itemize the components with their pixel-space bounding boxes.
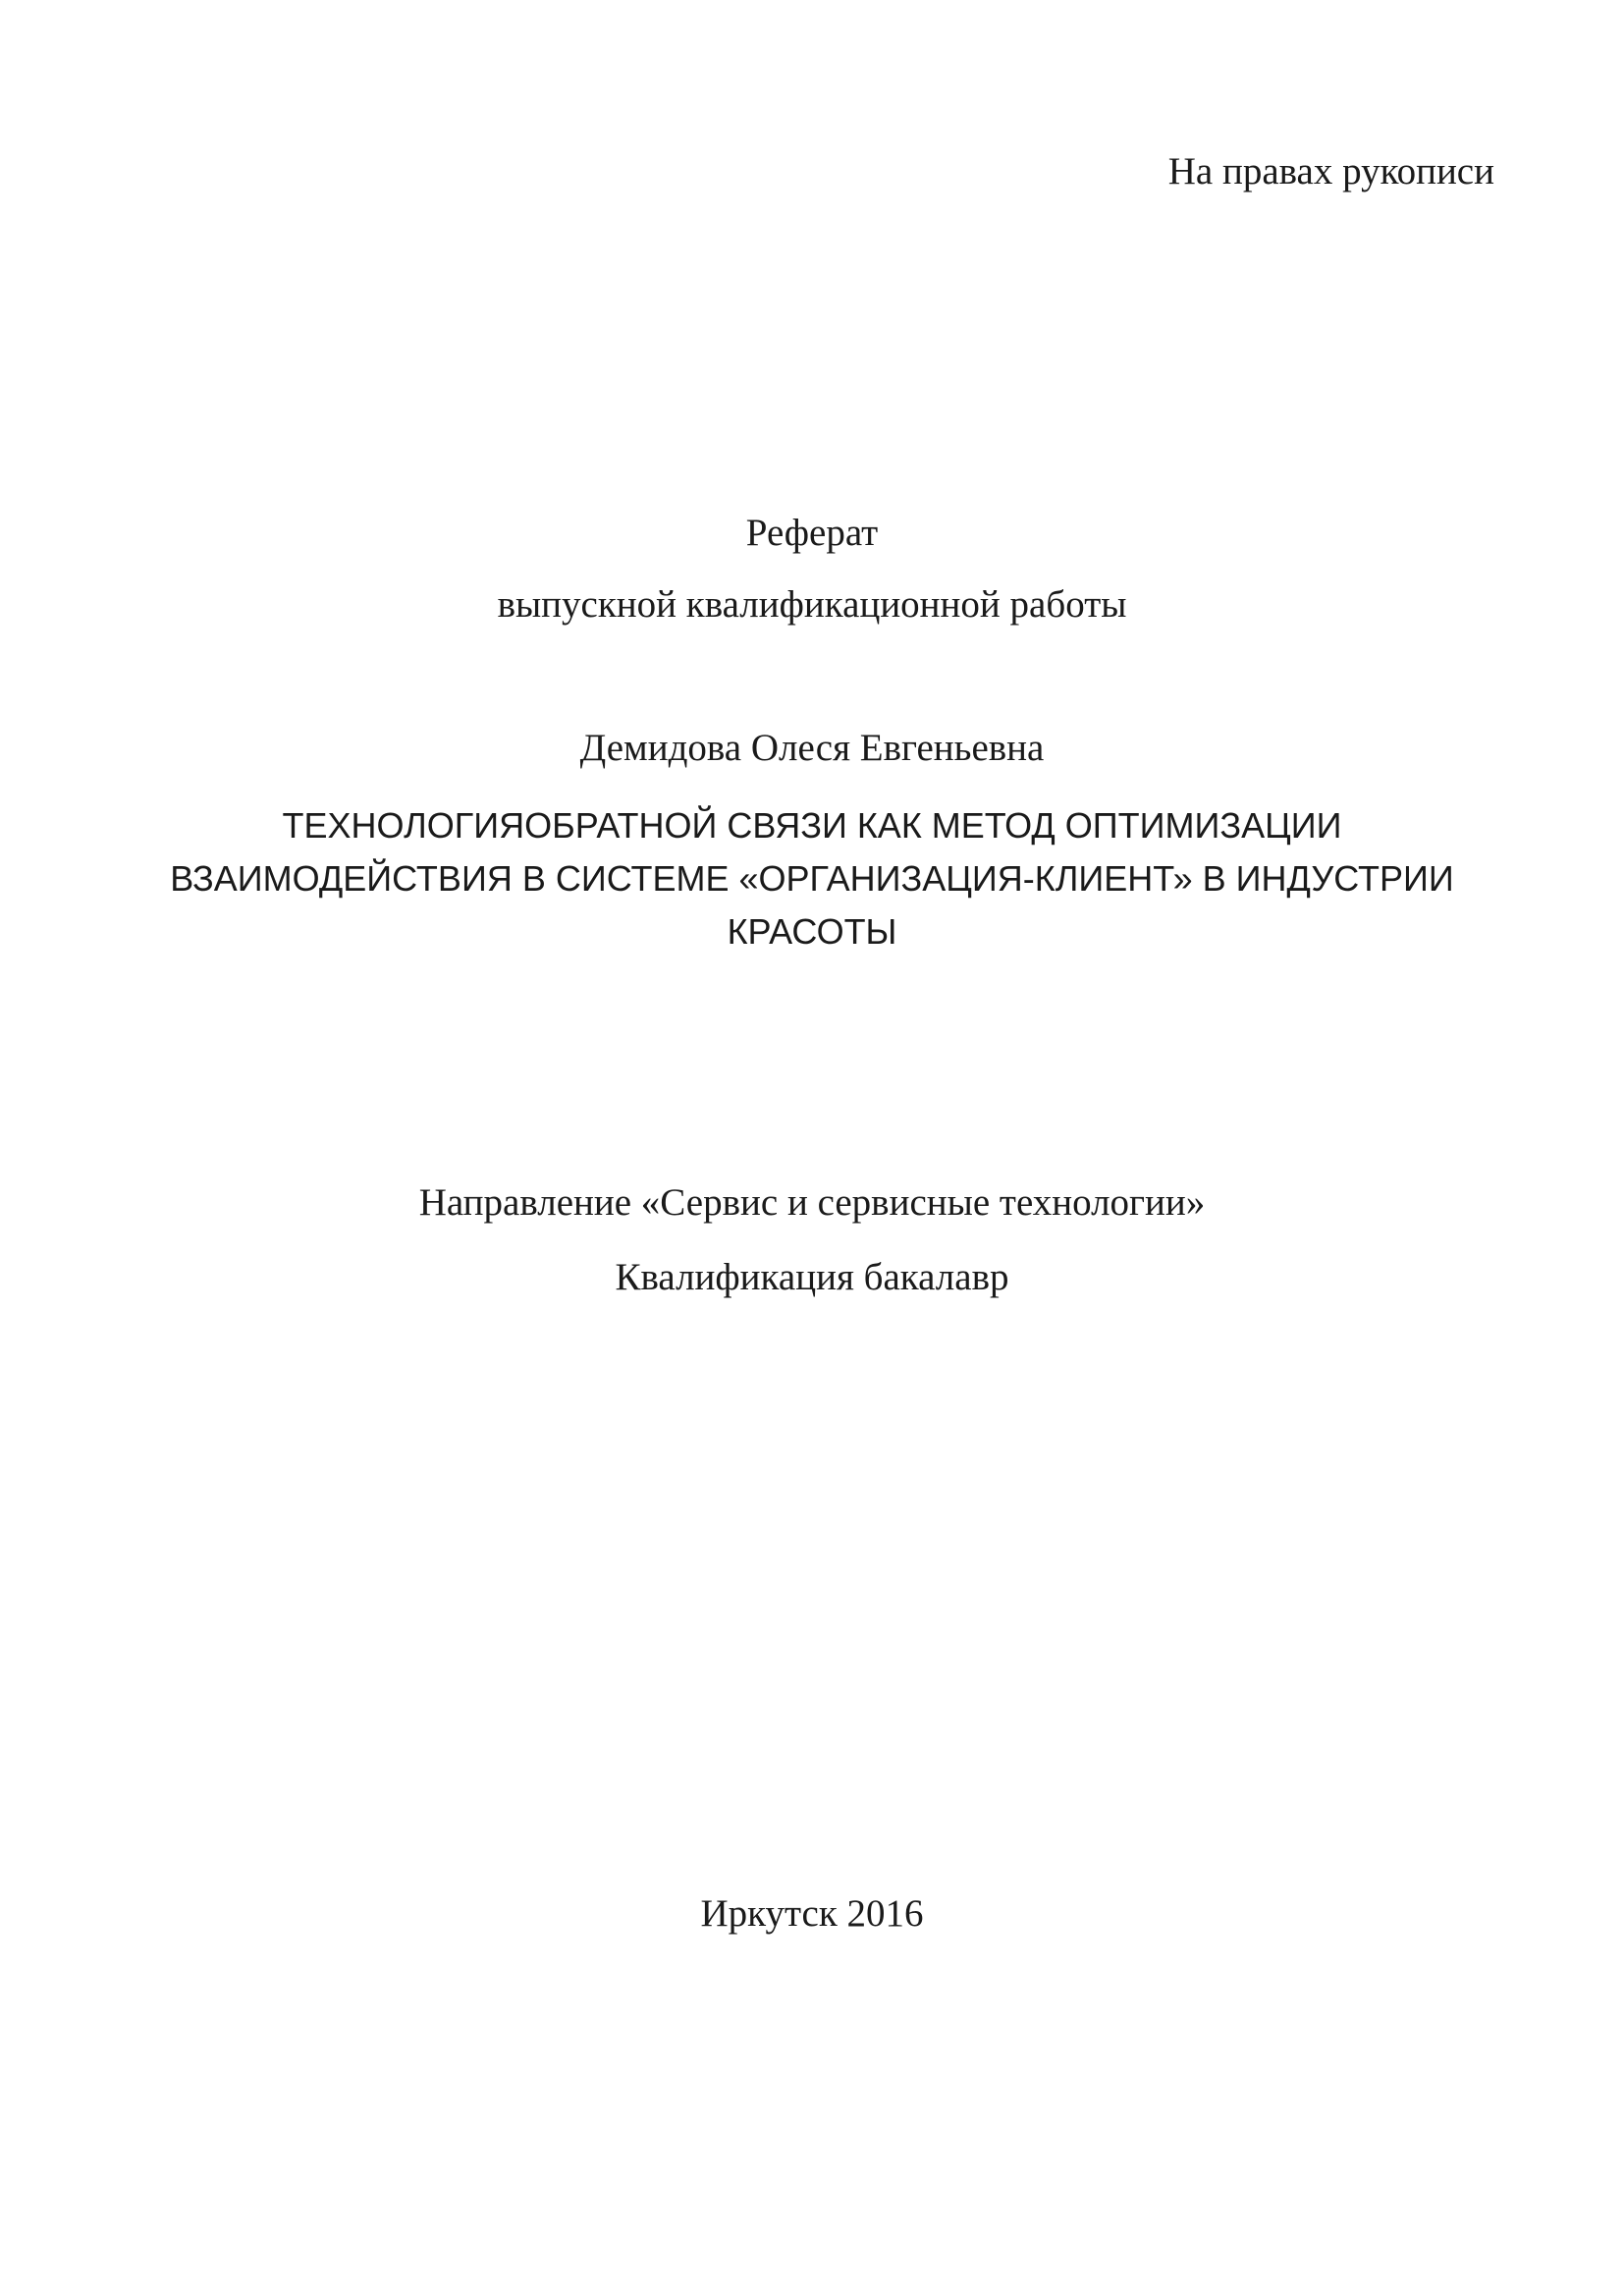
author-name: Демидова Олеся Евгеньевна: [579, 727, 1045, 769]
qualification: Квалификация бакалавр: [615, 1256, 1009, 1298]
study-direction: Направление «Сервис и сервисные технологии»: [418, 1181, 1206, 1224]
place-year: Иркутск 2016: [700, 1892, 924, 1935]
document-subtitle: выпускной квалификационной работы: [497, 583, 1127, 626]
thesis-title-line: КРАСОТЫ: [727, 911, 897, 952]
rights-note: На правах рукописи: [1167, 150, 1494, 192]
document-type: Реферат: [745, 512, 879, 554]
thesis-title-line: ТЕХНОЛОГИЯОБРАТНОЙ СВЯЗИ КАК МЕТОД ОПТИМИЗАЦИИ: [282, 805, 1342, 846]
thesis-title-line: ВЗАИМОДЕЙСТВИЯ В СИСТЕМЕ «ОРГАНИЗАЦИЯ-КЛИЕНТ» В ИНДУСТРИИ: [170, 858, 1454, 899]
